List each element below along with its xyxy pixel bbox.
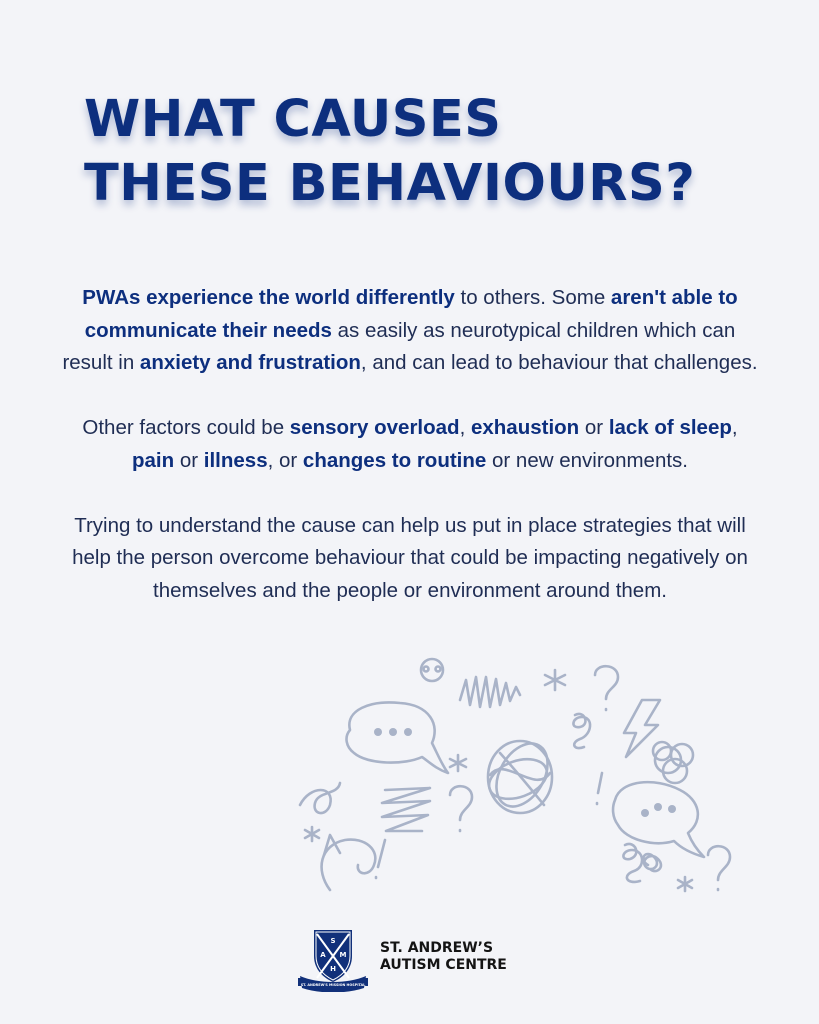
curl-icon — [573, 714, 590, 748]
curl-icon — [623, 844, 642, 882]
emphasis-text: changes to routine — [302, 448, 487, 472]
paragraph-text: to others. Some — [454, 286, 611, 309]
circles-icon — [653, 742, 693, 783]
paragraph-text: or new environments. — [486, 448, 688, 472]
spring-icon — [643, 854, 661, 871]
emphasis-text: aren't able to communicate their needs — [84, 286, 738, 342]
logo-line-2: AUTISM CENTRE — [380, 957, 507, 973]
crest-letter: S — [330, 937, 336, 945]
doodle-illustration — [290, 655, 750, 925]
emphasis-text: anxiety and frustration — [139, 351, 361, 374]
paragraph-text: , and can lead to behaviour that challenges. — [360, 351, 758, 374]
question-mark-icon — [595, 666, 618, 710]
ellipsis-dots — [641, 803, 676, 817]
paragraph-text: Other factors could be — [82, 416, 290, 439]
paragraph-text: , — [459, 416, 471, 439]
title-line-2: THESE BEHAVIOURS? — [84, 154, 696, 213]
speech-bubble-icon — [613, 782, 704, 857]
emphasis-text: sensory overload — [289, 416, 460, 439]
logo-line-1: ST. ANDREW’S — [380, 940, 494, 956]
emphasis-text: illness — [203, 448, 268, 472]
paragraph-text: or — [579, 416, 609, 439]
paragraph-text: or — [174, 448, 204, 472]
emphasis-text: pain — [132, 448, 175, 472]
scribble-icon — [460, 677, 520, 707]
crest-icon — [298, 926, 368, 992]
body-text — [60, 282, 760, 640]
exclamation-icon — [597, 773, 602, 804]
question-mark-icon — [708, 846, 730, 890]
paragraph-text: , or — [267, 448, 303, 472]
crest-banner-text: ST. ANDREW'S MISSION HOSPITAL — [300, 983, 366, 987]
paragraph-text: as easily as neurotypical children which can result in — [62, 318, 736, 374]
question-mark-icon — [450, 786, 472, 831]
curl-icon — [300, 783, 340, 813]
emphasis-text: PWAs experience the world differently — [82, 286, 455, 309]
logo-wordmark — [380, 940, 507, 974]
swirl-arrow-icon — [322, 840, 376, 890]
emphasis-text: exhaustion — [470, 416, 580, 439]
crest-letter: M — [339, 951, 347, 959]
exclamation-icon — [376, 840, 385, 878]
ellipsis-dots — [374, 728, 412, 736]
paragraph-text: , — [731, 416, 738, 439]
title-line-1: WHAT CAUSES — [84, 90, 502, 149]
page-title — [84, 88, 764, 216]
paragraph-text: Trying to understand the cause can help us put in place strategies that will help the person overcome behaviour that could be impacting negatively on themselves and the people or environment around them. — [72, 513, 748, 602]
speech-bubble-icon — [347, 702, 448, 773]
emphasis-text: lack of sleep — [608, 416, 732, 439]
tangle-icon — [484, 735, 558, 816]
crest-letter: H — [330, 965, 336, 973]
paragraph-understanding — [60, 510, 760, 608]
crest-letter: A — [320, 951, 326, 959]
zigzag-icon — [382, 788, 430, 831]
brand-logo — [298, 926, 528, 994]
paragraph-other-factors — [60, 412, 760, 477]
paragraph-causes — [60, 282, 760, 380]
